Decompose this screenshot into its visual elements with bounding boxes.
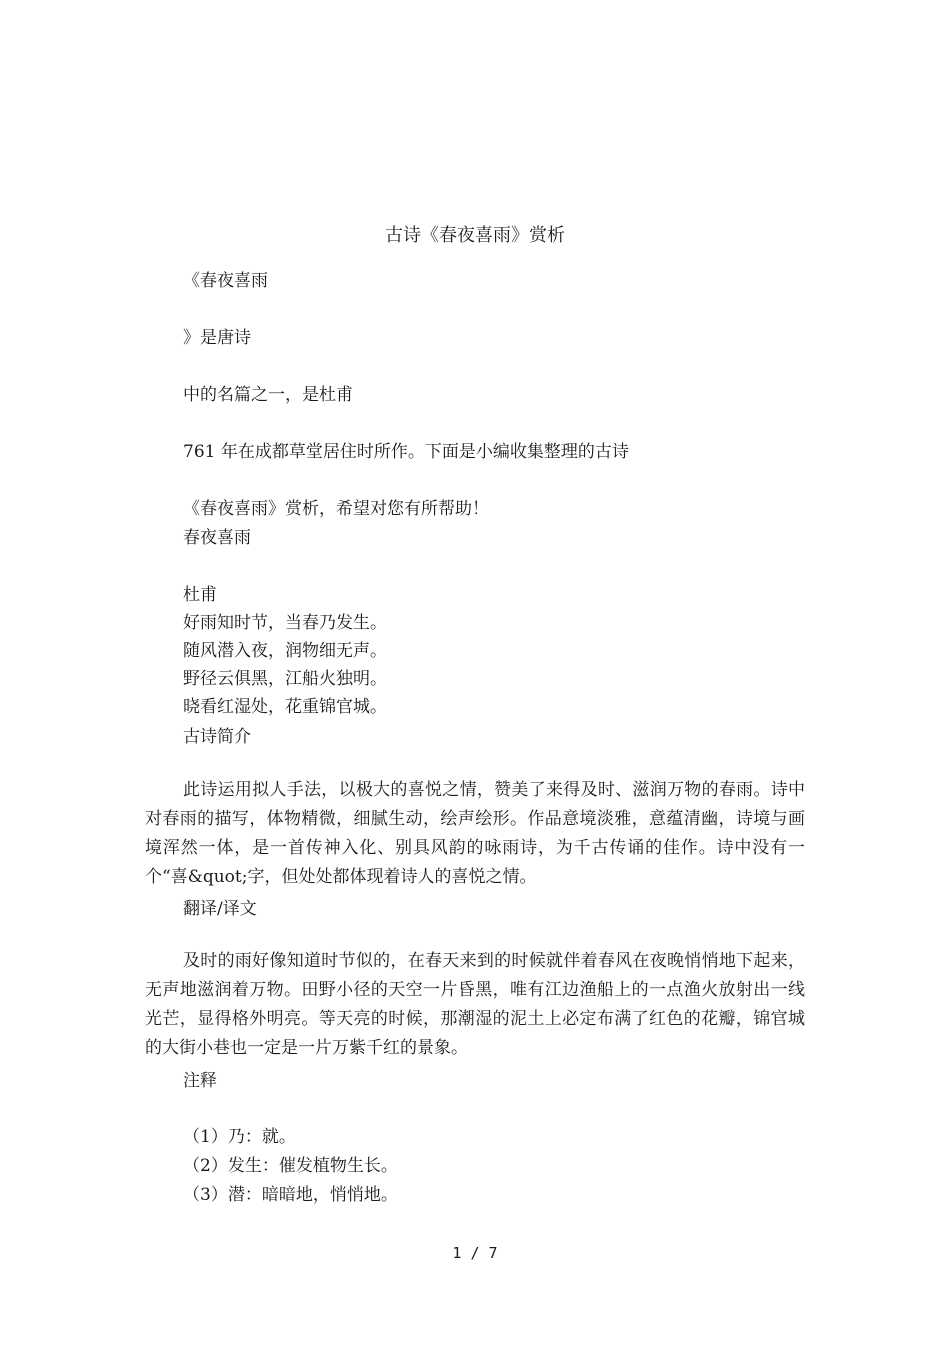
note-item-1: （1）乃：就。 [183, 1127, 296, 1147]
note-item-2: （2）发生：催发植物生长。 [183, 1156, 398, 1176]
intro-line-3: 中的名篇之一，是杜甫 [183, 385, 353, 405]
section-heading-translation: 翻译/译文 [183, 899, 257, 919]
poem-author: 杜甫 [183, 585, 217, 605]
intro-line-4: 761 年在成都草堂居住时所作。下面是小编收集整理的古诗 [183, 442, 629, 462]
page-indicator: 1 / 7 [452, 1244, 498, 1262]
poem-line-3: 野径云俱黑，江船火独明。 [183, 669, 387, 689]
intro-paragraph: 此诗运用拟人手法，以极大的喜悦之情，赞美了来得及时、滋润万物的春雨。诗中对春雨的描写，体物精微，细腻生动，绘声绘形。作品意境淡雅，意蕴清幽，诗境与画境浑然一体，是一首传神入化、别具风韵的咏雨诗，为千古传诵的佳作。诗中没有一个“喜&quot;字，但处处都体现着诗人的喜悦之情。 [145, 780, 805, 887]
translation-paragraph: 及时的雨好像知道时节似的，在春天来到的时候就伴着春风在夜晚悄悄地下起来，无声地滋润着万物。田野小径的天空一片昏黑，唯有江边渔船上的一点渔火放射出一线光芒，显得格外明亮。等天亮的时候，那潮湿的泥土上必定布满了红色的花瓣，锦官城的大街小巷也一定是一片万紫千红的景象。 [145, 951, 805, 1058]
intro-line-5: 《春夜喜雨》赏析，希望对您有所帮助！ [183, 499, 489, 519]
poem-line-2: 随风潜入夜，润物细无声。 [183, 641, 387, 661]
poem-heading: 春夜喜雨 [183, 528, 251, 548]
note-item-3: （3）潜：暗暗地，悄悄地。 [183, 1185, 398, 1205]
page-title: 古诗《春夜喜雨》赏析 [385, 225, 565, 246]
intro-line-2: 》是唐诗 [183, 328, 251, 348]
poem-line-4: 晓看红湿处，花重锦官城。 [183, 697, 387, 717]
section-heading-notes: 注释 [183, 1071, 217, 1091]
poem-line-1: 好雨知时节，当春乃发生。 [183, 613, 387, 633]
intro-line-1: 《春夜喜雨 [183, 271, 268, 291]
section-heading-intro: 古诗简介 [183, 727, 251, 747]
